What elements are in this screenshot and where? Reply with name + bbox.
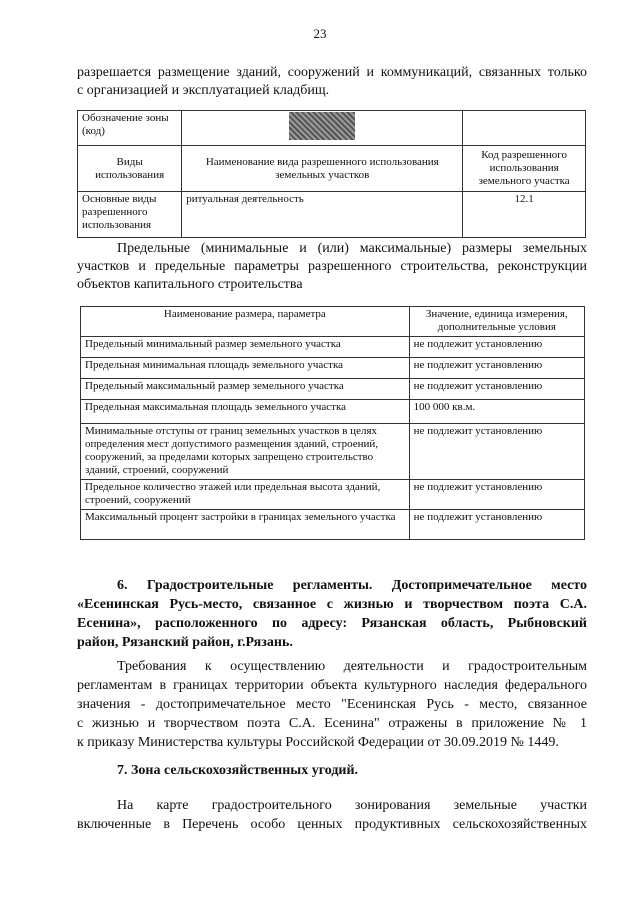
section-6-line: «Есенинская Русь-место, связанное с жизнью и творчеством поэта С.А.	[77, 597, 587, 612]
section-6-heading	[77, 576, 587, 652]
permitted-use-table	[77, 110, 586, 238]
param-name: Предельная максимальная площадь земельного участка	[81, 400, 410, 424]
redacted-zone-code	[289, 112, 355, 140]
param-header-name: Наименование размера, параметра	[81, 307, 410, 337]
requirements-line: Требования к осуществлению деятельности и градостроительным	[117, 659, 587, 674]
final-line: включенные в Перечень особо ценных продуктивных сельскохозяйственных	[77, 817, 587, 832]
param-name: Предельное количество этажей или предельная высота зданий, строений, сооружений	[81, 480, 410, 510]
limits-line: участков и предельные параметры разрешенного строительства, реконструкции	[77, 259, 587, 274]
section-7-heading	[77, 762, 587, 780]
page-number: 23	[313, 26, 327, 41]
param-value: 100 000 кв.м.	[409, 400, 584, 424]
row-name: ритуальная деятельность	[182, 192, 463, 238]
param-value: не подлежит установлению	[409, 358, 584, 379]
param-name: Минимальные отступы от границ земельных участков в целях определения мест допустимого размещения зданий, строений, сооружений, за пределами которых запрещено строительство зданий, строений, сооружений	[81, 424, 410, 480]
section-6-line: район, Рязанский район, г.Рязань.	[77, 635, 293, 650]
param-value: не подлежит установлению	[409, 510, 584, 540]
param-name: Предельный максимальный размер земельного участка	[81, 379, 410, 400]
param-value: не подлежит установлению	[409, 379, 584, 400]
col-header-usage: Виды использования	[78, 146, 182, 192]
section-6-line: 6. Градостроительные регламенты. Достопримечательное место	[117, 578, 587, 593]
limits-line: Предельные (минимальные и (или) максимальные) размеры земельных	[117, 241, 587, 256]
requirements-line: регламентам в границах территории объекта культурного наследия федерального	[77, 678, 587, 693]
intro-line: с организацией и эксплуатацией кладбищ.	[77, 83, 330, 98]
param-name: Предельная минимальная площадь земельного участка	[81, 358, 410, 379]
requirements-line: значения - достопримечательное место "Есенинская Русь - место, связанное	[77, 697, 587, 712]
intro-line: разрешается размещение зданий, сооружений и коммуникаций, связанных только	[77, 65, 587, 80]
requirements-line: к приказу Министерства культуры Российской Федерации от 30.09.2019 № 1449.	[77, 735, 559, 750]
final-line: На карте градостроительного зонирования земельные участки	[117, 798, 587, 813]
limits-paragraph	[77, 240, 587, 294]
requirements-line: с жизнью и творчеством поэта С.А. Есенина" отражены в приложение № 1	[77, 716, 587, 731]
row-code: 12.1	[463, 192, 586, 238]
section-6-line: Есенина», расположенного по адресу: Рязанская область, Рыбновский	[77, 616, 587, 631]
row-label: Основные виды разрешенного использования	[78, 192, 182, 238]
intro-paragraph	[77, 64, 587, 100]
param-value: не подлежит установлению	[409, 480, 584, 510]
param-name: Предельный минимальный размер земельного участка	[81, 337, 410, 358]
empty-cell	[463, 111, 586, 146]
zone-code-cell	[182, 111, 463, 146]
col-header-name: Наименование вида разрешенного использования земельных участков	[182, 146, 463, 192]
col-header-code: Код разрешенного использования земельного участка	[463, 146, 586, 192]
requirements-paragraph	[77, 657, 587, 752]
limits-line: объектов капитального строительства	[77, 277, 303, 292]
zone-label: Обозначение зоны (код)	[78, 111, 182, 146]
final-paragraph	[77, 796, 587, 834]
section-7-title: 7. Зона сельскохозяйственных угодий.	[117, 763, 359, 778]
param-value: не подлежит установлению	[409, 337, 584, 358]
param-value: не подлежит установлению	[409, 424, 584, 480]
param-name: Максимальный процент застройки в границах земельного участка	[81, 510, 410, 540]
param-header-value: Значение, единица измерения, дополнительные условия	[409, 307, 584, 337]
parameters-table	[80, 306, 585, 540]
